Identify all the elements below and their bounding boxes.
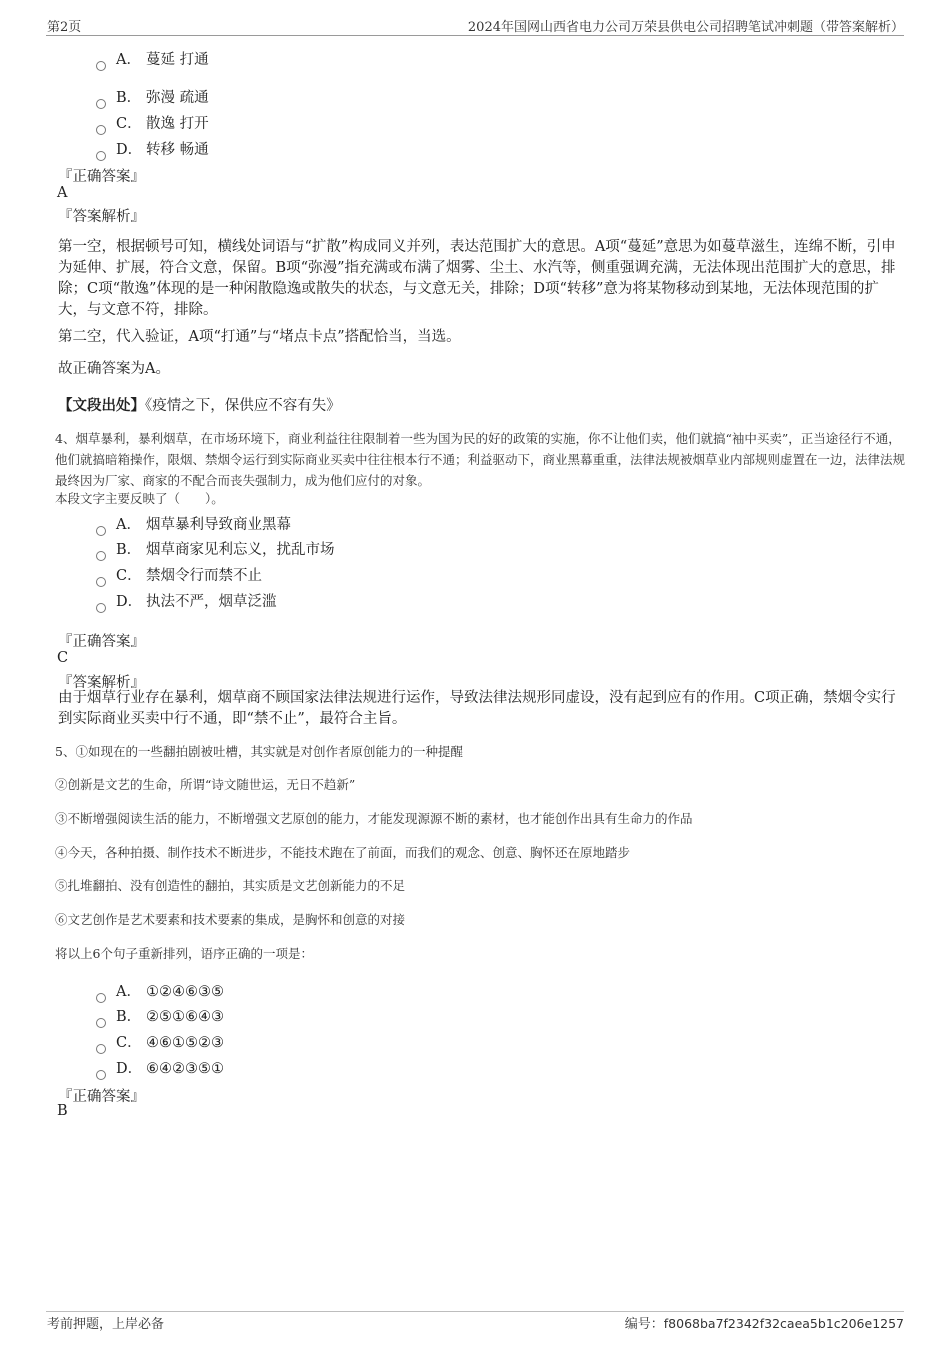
q5-sentence-2: ②创新是文艺的生命，所谓“诗文随世运，无日不趋新” (55, 777, 356, 792)
q5-answer-label: 『正确答案』 (58, 1089, 145, 1105)
document-title: 2024年国网山西省电力公司万荣县供电公司招聘笔试冲刺题（带答案解析） (467, 20, 904, 35)
header-divider (46, 35, 904, 36)
q5-sentence-1: 5、①如现在的一些翻拍剧被吐槽，其实就是对创作者原创能力的一种提醒 (55, 744, 463, 759)
q5-answer: B (57, 1103, 68, 1119)
q4-answer: C (57, 650, 69, 666)
q3-option-a[interactable]: A． 蔓延 打通 (96, 48, 209, 69)
q4-analysis-label: 『答案解析』 (58, 675, 145, 691)
radio-icon[interactable] (96, 993, 106, 1003)
radio-icon[interactable] (96, 125, 106, 135)
q4-option-a[interactable]: A． 烟草暴利导致商业黑幕 (96, 513, 291, 534)
q4-analysis: 由于烟草行业存在暴利，烟草商不顾国家法律法规进行运作，导致法律法规形同虚设，没有起到应有的作用。C项正确，禁烟令实行到实际商业买卖中行不通，即“禁不止”，最符合主旨。 (58, 690, 896, 727)
radio-icon[interactable] (96, 1018, 106, 1028)
q5-option-a[interactable]: A． ①②④⑥③⑤ (96, 980, 224, 1001)
radio-icon[interactable] (96, 1070, 106, 1080)
q5-question: 将以上6个句子重新排列，语序正确的一项是： (55, 946, 313, 961)
radio-icon[interactable] (96, 551, 106, 561)
q5-option-b[interactable]: B． ②⑤①⑥④③ (96, 1005, 224, 1026)
page-number: 第2页 (47, 20, 82, 35)
q5-sentence-3: ③不断增强阅读生活的能力，不断增强文艺原创的能力，才能发现源源不断的素材，也才能创作出具有生命力的作品 (55, 811, 693, 826)
q3-option-c[interactable]: C． 散逸 打开 (96, 112, 209, 133)
q5-sentence-5: ⑤扎堆翻拍、没有创造性的翻拍，其实质是文艺创新能力的不足 (55, 878, 406, 893)
radio-icon[interactable] (96, 526, 106, 536)
radio-icon[interactable] (96, 603, 106, 613)
q3-option-b[interactable]: B． 弥漫 疏通 (96, 86, 209, 107)
q3-analysis-label: 『答案解析』 (58, 209, 145, 225)
radio-icon[interactable] (96, 99, 106, 109)
q3-analysis-paragraph-3: 故正确答案为A。 (58, 361, 170, 377)
q3-option-d[interactable]: D． 转移 畅通 (96, 138, 209, 159)
radio-icon[interactable] (96, 151, 106, 161)
q3-analysis-paragraph-2: 第二空，代入验证，A项“打通”与“堵点卡点”搭配恰当，当选。 (58, 329, 461, 345)
q5-sentence-4: ④今天，各种拍摄、制作技术不断进步，不能技术跑在了前面，而我们的观念、创意、胸怀还在原地踏步 (55, 845, 631, 860)
q4-question: 本段文字主要反映了（ ）。 (55, 491, 224, 506)
footer-code: 编号：f8068ba7f2342f32caea5b1c206e1257 (624, 1316, 904, 1332)
q3-answer-label: 『正确答案』 (58, 169, 145, 185)
q3-analysis-paragraph-1: 第一空，根据顿号可知，横线处词语与“扩散”构成同义并列，表达范围扩大的意思。A项“蔓延”意思为如蔓草滋生，连绵不断，引申为延伸、扩展，符合文意，保留。B项“弥漫”指充满或布满了烟雾、尘土、水汽等，侧重强调充满，无法体现出范围扩大的意思，排除；C项“散逸”体现的是一种闲散隐逸或散失的状态，与文意无关，排除；D项“转移”意为将某物移动到某地，无法体现范围的扩大，与文意不符，排除。 (58, 239, 896, 318)
radio-icon[interactable] (96, 61, 106, 71)
radio-icon[interactable] (96, 1044, 106, 1054)
q3-answer: A (57, 185, 68, 201)
radio-icon[interactable] (96, 577, 106, 587)
q4-option-c[interactable]: C． 禁烟令行而禁不止 (96, 564, 262, 585)
q5-sentence-6: ⑥文艺创作是艺术要素和技术要素的集成，是胸怀和创意的对接 (55, 912, 406, 927)
q4-stem: 4、烟草暴利，暴利烟草，在市场环境下，商业利益往往限制着一些为国为民的好的政策的实施，你不让他们卖，他们就搞“袖中买卖”，正当途径行不通，他们就搞暗箱操作，限烟、禁烟令运行到实际商业买卖中往往根本行不通；利益驱动下，商业黑幕重重，法律法规被烟草业内部规则虚置在一边，法律法规最终因为厂家、商家的不配合而丧失强制力，成为他们应付的对象。 (55, 431, 906, 488)
q4-option-d[interactable]: D． 执法不严，烟草泛滥 (96, 590, 277, 611)
q4-option-b[interactable]: B． 烟草商家见利忘义，扰乱市场 (96, 538, 335, 559)
q5-option-c[interactable]: C． ④⑥①⑤②③ (96, 1031, 224, 1052)
q5-option-d[interactable]: D． ⑥④②③⑤① (96, 1057, 224, 1078)
footer-slogan: 考前押题，上岸必备 (47, 1317, 165, 1332)
q3-source: 【文段出处】《疫情之下，保供应不容有失》 (58, 397, 341, 414)
q4-answer-label: 『正确答案』 (58, 634, 145, 650)
footer-divider (46, 1311, 904, 1312)
